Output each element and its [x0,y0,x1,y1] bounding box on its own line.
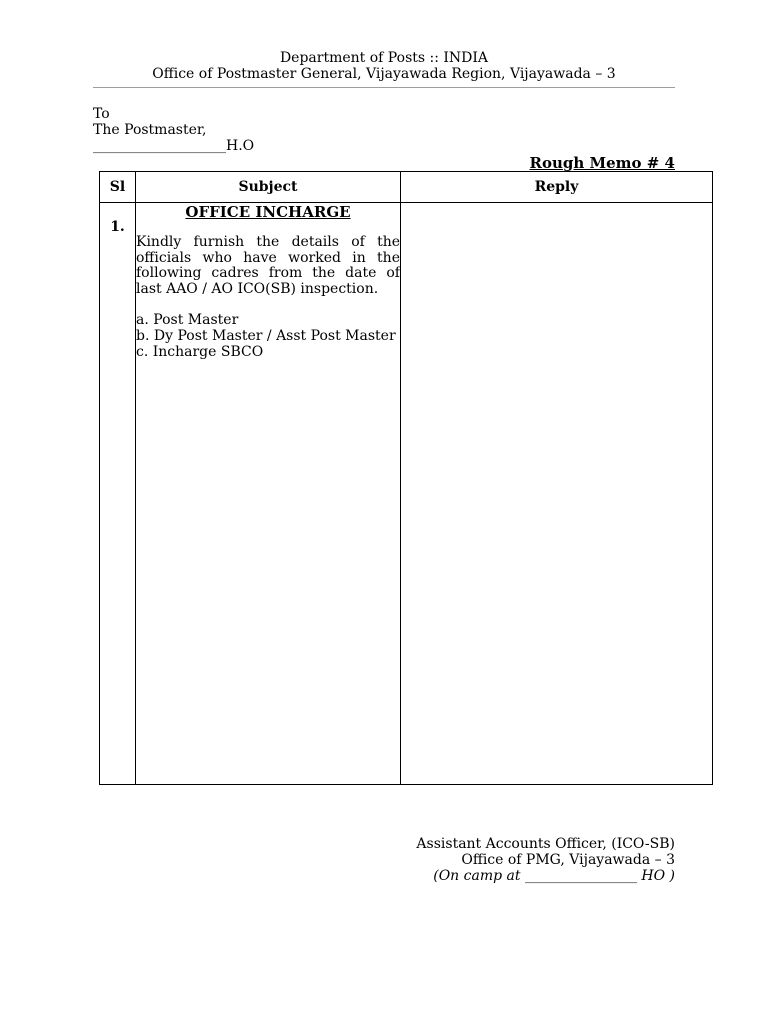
memo-title: Rough Memo # 4 [529,154,675,172]
camp-location-field: (On camp at ________________ HO ) [433,868,675,884]
addressee-block [93,106,254,154]
sl-cell [100,203,136,785]
reply-cell[interactable] [401,203,713,785]
recipient-office-field: ___________________H.O [93,138,255,154]
sl-number: 1. [110,219,125,235]
cadre-item-post-master: a. Post Master [136,312,239,329]
cadre-item-incharge-sbco: c. Incharge SBCO [136,343,264,360]
subject-heading: OFFICE INCHARGE [185,203,351,221]
header-divider [93,87,675,88]
letterhead [93,50,675,82]
signatory-office: Office of PMG, Vijayawada – 3 [461,852,675,868]
table-header-row [100,172,713,203]
department-line: Department of Posts :: INDIA [279,50,489,66]
signature-block [416,836,675,884]
subject-text: Kindly furnish the details of the officials who have worked in the following cadres from the date of last AAO / AO ICO(SB) inspection. [136,234,400,297]
sl-header: Sl [100,172,136,203]
table-row [100,203,713,785]
cadre-item-dy-post-master: b. Dy Post Master / Asst Post Master [136,327,396,344]
reply-header: Reply [401,172,713,203]
recipient-label: The Postmaster, [93,122,207,138]
subject-cell [136,203,401,785]
signatory-designation: Assistant Accounts Officer, (ICO-SB) [416,836,675,852]
memo-table [99,171,713,785]
office-line: Office of Postmaster General, Vijayawada Region, Vijayawada – 3 [152,66,616,82]
subject-header: Subject [136,172,401,203]
to-label: To [93,106,110,122]
